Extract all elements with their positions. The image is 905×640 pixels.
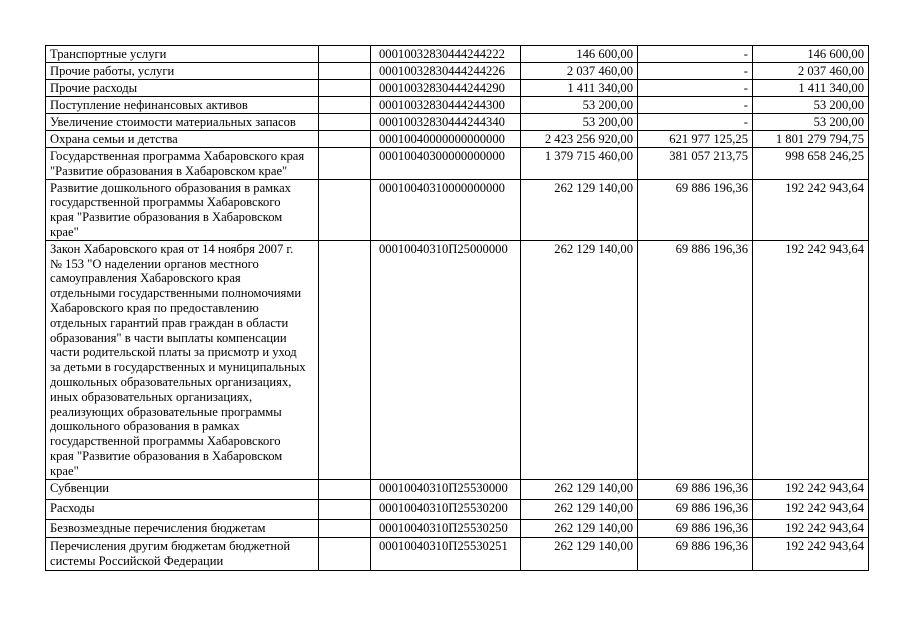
- row-code-cell: 00010032830444244226: [371, 63, 521, 80]
- empty-cell: [319, 499, 371, 519]
- row-amount-1-cell: 1 411 340,00: [521, 80, 638, 97]
- row-amount-1-cell: 53 200,00: [521, 97, 638, 114]
- row-amount-2-cell: 69 886 196,36: [638, 179, 753, 240]
- row-amount-1-cell: 146 600,00: [521, 46, 638, 63]
- table-row: [46, 97, 869, 114]
- row-amount-2-cell: -: [638, 114, 753, 131]
- row-amount-1-cell: 1 379 715 460,00: [521, 148, 638, 180]
- row-code-cell: 00010040310П25530200: [371, 499, 521, 519]
- row-code-cell: 00010040310П25530251: [371, 537, 521, 570]
- table-row: [46, 46, 869, 63]
- row-amount-1-cell: 262 129 140,00: [521, 179, 638, 240]
- empty-cell: [319, 479, 371, 499]
- row-name-cell: Транспортные услуги: [46, 46, 319, 63]
- row-name-cell: Поступление нефинансовых активов: [46, 97, 319, 114]
- row-amount-3-cell: 192 242 943,64: [753, 537, 869, 570]
- row-name-cell: Безвозмездные перечисления бюджетам: [46, 519, 319, 537]
- row-amount-1-cell: 262 129 140,00: [521, 499, 638, 519]
- row-amount-1-cell: 2 037 460,00: [521, 63, 638, 80]
- table-row: [46, 80, 869, 97]
- table-row: [46, 114, 869, 131]
- row-amount-3-cell: 53 200,00: [753, 114, 869, 131]
- row-amount-1-cell: 262 129 140,00: [521, 537, 638, 570]
- table-row: [46, 499, 869, 519]
- row-amount-3-cell: 192 242 943,64: [753, 499, 869, 519]
- row-amount-2-cell: 381 057 213,75: [638, 148, 753, 180]
- row-amount-2-cell: -: [638, 46, 753, 63]
- row-name-cell: Увеличение стоимости материальных запасов: [46, 114, 319, 131]
- row-amount-3-cell: 2 037 460,00: [753, 63, 869, 80]
- row-amount-2-cell: 69 886 196,36: [638, 499, 753, 519]
- row-amount-2-cell: 621 977 125,25: [638, 131, 753, 148]
- row-name-cell: Государственная программа Хабаровского края "Развитие образования в Хабаровском крае": [46, 148, 319, 180]
- row-amount-2-cell: -: [638, 97, 753, 114]
- row-code-cell: 00010032830444244222: [371, 46, 521, 63]
- row-amount-2-cell: 69 886 196,36: [638, 240, 753, 479]
- row-amount-3-cell: 998 658 246,25: [753, 148, 869, 180]
- row-amount-2-cell: 69 886 196,36: [638, 537, 753, 570]
- row-code-cell: 00010032830444244290: [371, 80, 521, 97]
- row-amount-1-cell: 262 129 140,00: [521, 479, 638, 499]
- empty-cell: [319, 179, 371, 240]
- row-amount-3-cell: 192 242 943,64: [753, 479, 869, 499]
- row-code-cell: 00010040310П25530000: [371, 479, 521, 499]
- empty-cell: [319, 131, 371, 148]
- empty-cell: [319, 240, 371, 479]
- table-row: [46, 131, 869, 148]
- row-name-cell: Перечисления другим бюджетам бюджетной системы Российской Федерации: [46, 537, 319, 570]
- row-amount-2-cell: 69 886 196,36: [638, 519, 753, 537]
- row-code-cell: 00010040300000000000: [371, 148, 521, 180]
- empty-cell: [319, 80, 371, 97]
- table-row: [46, 63, 869, 80]
- row-amount-3-cell: 192 242 943,64: [753, 240, 869, 479]
- table-row: [46, 240, 869, 479]
- table-row: [46, 148, 869, 180]
- row-amount-2-cell: -: [638, 80, 753, 97]
- row-amount-1-cell: 53 200,00: [521, 114, 638, 131]
- row-name-cell: Охрана семьи и детства: [46, 131, 319, 148]
- table-row: [46, 537, 869, 570]
- row-code-cell: 00010040310П25000000: [371, 240, 521, 479]
- budget-table-body: [46, 46, 869, 571]
- row-name-cell: Закон Хабаровского края от 14 ноября 2007 г. № 153 "О наделении органов местного самоуправления Хабаровского края отдельными государственными полномочиями Хабаровского края по предоставлению отдельных гарантий прав граждан в области образования" в части выплаты компенсации части родительской платы за присмотр и уход за детьми в государственных и муниципальных дошкольных образовательных организациях, иных образовательных организациях, реализующих образовательные программы дошкольного образования в рамках государственной программы Хабаровского края "Развитие образования в Хабаровском крае": [46, 240, 319, 479]
- row-amount-3-cell: 1 801 279 794,75: [753, 131, 869, 148]
- empty-cell: [319, 537, 371, 570]
- empty-cell: [319, 519, 371, 537]
- table-row: [46, 479, 869, 499]
- empty-cell: [319, 63, 371, 80]
- row-name-cell: Расходы: [46, 499, 319, 519]
- empty-cell: [319, 97, 371, 114]
- row-code-cell: 00010032830444244300: [371, 97, 521, 114]
- row-amount-1-cell: 262 129 140,00: [521, 519, 638, 537]
- row-amount-1-cell: 262 129 140,00: [521, 240, 638, 479]
- row-amount-3-cell: 1 411 340,00: [753, 80, 869, 97]
- row-amount-3-cell: 192 242 943,64: [753, 519, 869, 537]
- row-name-cell: Прочие расходы: [46, 80, 319, 97]
- row-code-cell: 00010040310П25530250: [371, 519, 521, 537]
- row-code-cell: 00010040310000000000: [371, 179, 521, 240]
- row-amount-2-cell: -: [638, 63, 753, 80]
- row-name-cell: Развитие дошкольного образования в рамках государственной программы Хабаровского края "Развитие образования в Хабаровском крае": [46, 179, 319, 240]
- row-code-cell: 00010032830444244340: [371, 114, 521, 131]
- row-amount-3-cell: 146 600,00: [753, 46, 869, 63]
- row-name-cell: Субвенции: [46, 479, 319, 499]
- row-amount-2-cell: 69 886 196,36: [638, 479, 753, 499]
- table-row: [46, 519, 869, 537]
- budget-table: [45, 45, 869, 571]
- row-code-cell: 00010040000000000000: [371, 131, 521, 148]
- empty-cell: [319, 148, 371, 180]
- table-row: [46, 179, 869, 240]
- row-amount-3-cell: 53 200,00: [753, 97, 869, 114]
- empty-cell: [319, 46, 371, 63]
- row-name-cell: Прочие работы, услуги: [46, 63, 319, 80]
- empty-cell: [319, 114, 371, 131]
- row-amount-1-cell: 2 423 256 920,00: [521, 131, 638, 148]
- row-amount-3-cell: 192 242 943,64: [753, 179, 869, 240]
